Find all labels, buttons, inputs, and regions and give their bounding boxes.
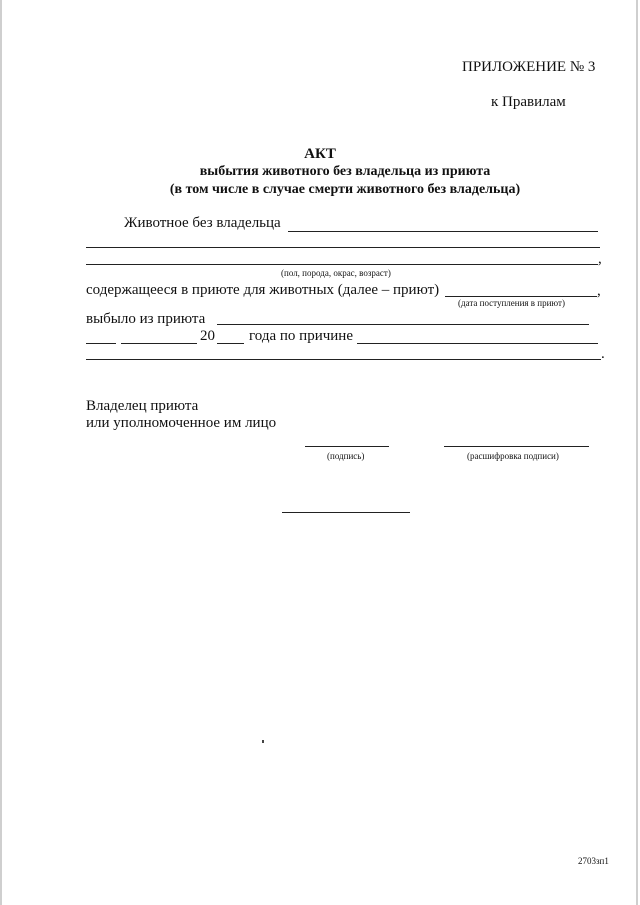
scan-edge-left <box>0 0 2 905</box>
hint-intake-date: (дата поступления в приют) <box>458 298 565 308</box>
hint-animal-details: (пол, порода, окрас, возраст) <box>281 268 391 278</box>
animal-field-line-3[interactable] <box>86 264 598 265</box>
year-prefix: 20 <box>200 328 215 344</box>
kept-label: содержащееся в приюте для животных (далее – приют) <box>86 282 440 298</box>
animal-label: Животное без владельца <box>124 215 281 231</box>
left-shelter-label: выбыло из приюта <box>86 311 206 327</box>
signature-field-line[interactable] <box>305 446 389 447</box>
period: . <box>601 346 605 362</box>
document-code: 2703зп1 <box>578 856 609 866</box>
reason-field-line-2[interactable] <box>86 359 601 360</box>
comma-2: , <box>597 283 601 299</box>
comma-1: , <box>598 251 602 267</box>
owner-label-2: или уполномоченное им лицо <box>86 415 277 431</box>
hint-signature-decode: (расшифровка подписи) <box>467 451 559 461</box>
document-subtitle: выбытия животного без владельца из приюта <box>199 164 491 179</box>
day-field-line[interactable] <box>86 343 116 344</box>
signature-decode-field-line[interactable] <box>444 446 589 447</box>
animal-field-line[interactable] <box>288 231 598 232</box>
reason-field-line[interactable] <box>357 343 598 344</box>
closing-line <box>282 512 410 513</box>
appendix-number: ПРИЛОЖЕНИЕ № 3 <box>462 59 596 75</box>
year-field-line[interactable] <box>217 343 244 344</box>
owner-label: Владелец приюта <box>86 398 199 414</box>
left-shelter-field-line[interactable] <box>217 324 589 325</box>
intake-date-field-line[interactable] <box>445 296 597 297</box>
scan-edge-right <box>636 0 638 905</box>
document-subtitle-note: (в том числе в случае смерти животного без владельца) <box>169 182 521 197</box>
scan-dot <box>262 740 264 743</box>
hint-signature: (подпись) <box>327 451 365 461</box>
document-title: АКТ <box>304 146 336 162</box>
month-field-line[interactable] <box>121 343 197 344</box>
appendix-rules-ref: к Правилам <box>491 94 566 110</box>
animal-field-line-2[interactable] <box>86 247 600 248</box>
reason-label: года по причине <box>249 328 353 344</box>
